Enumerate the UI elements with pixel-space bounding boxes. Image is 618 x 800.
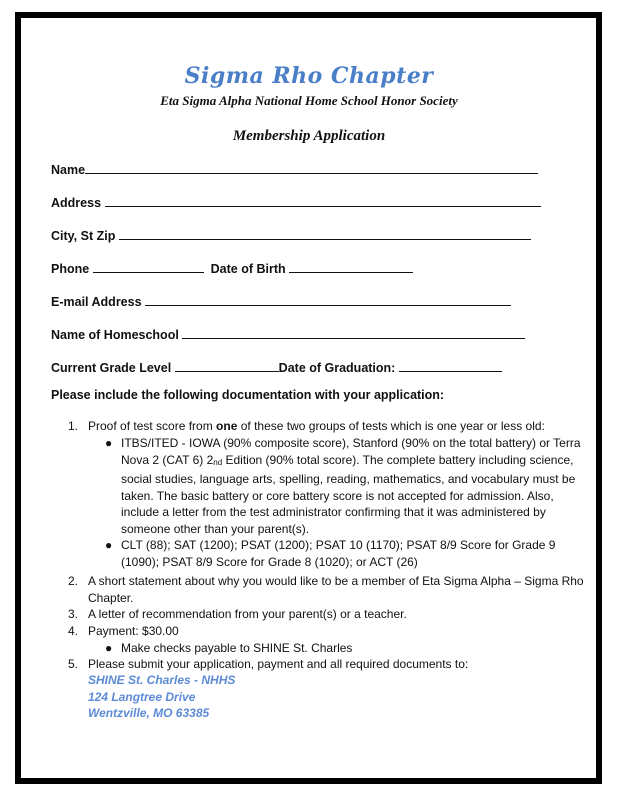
email-label: E-mail Address [51,295,142,309]
item-text-bold: one [216,419,238,433]
mailing-address-line-3: Wentzville, MO 63385 [88,706,210,720]
item-number: 3. [68,607,79,621]
item-number: 1. [68,419,79,433]
item-text: A letter of recommendation from your parent(s) or a teacher. [88,607,407,621]
grade-graduation-field [51,359,502,375]
homeschool-line[interactable] [182,326,525,339]
graduation-label: Date of Graduation: [278,361,396,375]
name-field [51,161,538,177]
city-line[interactable] [119,227,531,240]
form-title: Membership Application [232,128,386,144]
item-number: 4. [68,624,79,638]
city-field [51,227,531,243]
graduation-line[interactable] [399,359,502,372]
item-text: Payment: $30.00 [88,624,179,638]
homeschool-label: Name of Homeschool [51,328,179,342]
address-line[interactable] [105,194,541,207]
item-text-pre: Proof of test score from [88,419,217,433]
society-subtitle: Eta Sigma Alpha National Home School Honor Society [160,93,458,108]
phone-label: Phone [51,262,90,276]
item-text: A short statement about why you would like to be a member of Eta Sigma Alpha – Sigma Rho Chapter. [88,574,584,605]
item-text: Please submit your application, payment and all required documents to: [88,657,469,671]
email-line[interactable] [145,293,511,306]
bullet-text-a: ITBS/ITED - IOWA (90% composite score), Stanford (90% on the total battery) or Terra Nova 2 (CAT 6) 2 [121,436,581,467]
dob-label: Date of Birth [210,262,286,276]
address-label: Address [51,196,102,210]
documentation-intro: Please include the following documentation with your application: [51,388,445,402]
item-text-post: of these two groups of tests which is one year or less old: [237,419,545,433]
item-text [88,418,588,435]
bullet-icon: ● [105,436,113,450]
item-number: 2. [68,574,79,588]
chapter-title: Sigma Rho Chapter [184,63,434,89]
name-label: Name [51,163,86,177]
bullet-text [121,435,581,537]
mailing-address-line-1: SHINE St. Charles - NHHS [88,673,236,687]
bullet-icon: ● [105,641,113,655]
phone-dob-field [51,260,413,276]
bullet-text-b: Edition (90% total score). The complete battery including science, social studies, language arts, spelling, reading, mathematics, and vocabulary must be taken. The basic battery or core battery score is not accepted for admission. Also, include a letter from the test administrator confirming that it was administered by someone other than your parent(s). [121,452,576,536]
bullet-text: Make checks payable to SHINE St. Charles [121,641,353,655]
address-field [51,194,541,210]
city-label: City, St Zip [51,229,116,243]
bullet-text: CLT (88); SAT (1200); PSAT (1200); PSAT 10 (1170); PSAT 8/9 Score for Grade 9 (1090); PSAT 8/9 Score for Grade 8 (1020); or ACT (26) [121,538,556,569]
superscript: nd [213,457,223,467]
name-line[interactable] [85,161,538,174]
homeschool-field [51,326,525,342]
grade-label: Current Grade Level [51,361,172,375]
item-number: 5. [68,657,79,671]
email-field [51,293,511,309]
grade-line[interactable] [175,359,279,372]
bullet-icon: ● [105,538,113,552]
mailing-address-line-2: 124 Langtree Drive [88,690,196,704]
phone-line[interactable] [93,260,204,273]
dob-line[interactable] [289,260,413,273]
